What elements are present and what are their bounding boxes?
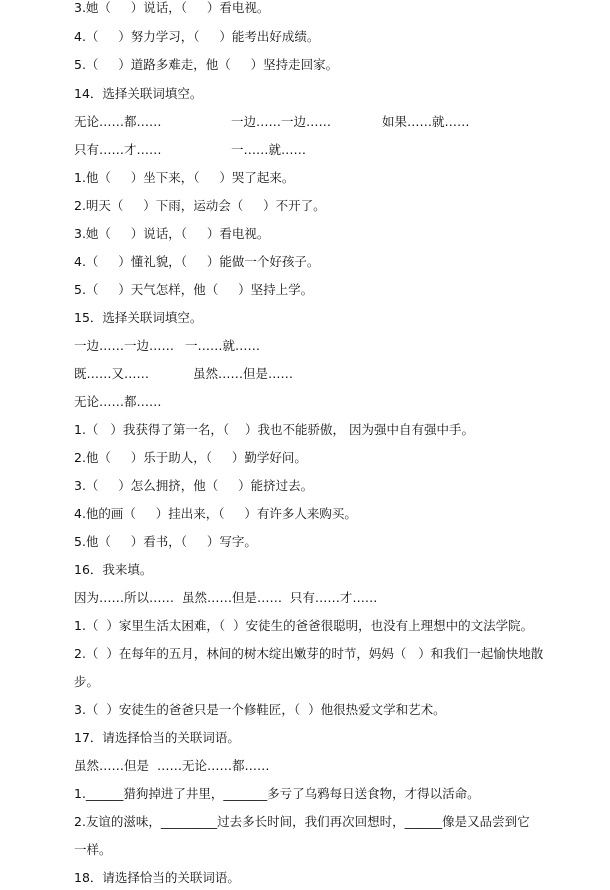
q14-option-wulun: 无论……都…… (74, 114, 162, 129)
q15-item-5: 5.他（ ）看书，（ ）写字。 (74, 534, 257, 549)
q15-item-2: 2.他（ ）乐于助人，（ ）勤学好问。 (74, 450, 307, 465)
q14-option-yibian: 一边……一边…… (231, 114, 332, 129)
q16-item-2: 2.（ ）在每年的五月，林间的树木绽出嫩芽的时节，妈妈（ ）和我们一起愉快地散 (74, 646, 544, 661)
q15-option-yibian: 一边……一边…… (74, 338, 175, 353)
q17-item-2: 2.友谊的滋味，_________过去多长时间，我们再次回想时，______像是又品尝到它 (74, 814, 530, 829)
q13-item-5: 5.（ ）道路多难走，他（ ）坚持走回家。 (74, 57, 339, 72)
q17-heading: 17．请选择恰当的关联词语。 (74, 730, 240, 745)
q17-options: 虽然……但是 ……无论……都…… (74, 758, 270, 773)
q16-heading: 16．我来填。 (74, 562, 153, 577)
q13-item-3: 3.她（ ）说话，（ ）看电视。 (74, 0, 270, 15)
q18-heading: 18．请选择恰当的关联词语。 (74, 870, 240, 885)
q16-item-2-continued: 步。 (74, 674, 100, 689)
q15-heading: 15．选择关联词填空。 (74, 310, 203, 325)
q14-item-1: 1.他（ ）坐下来，（ ）哭了起来。 (74, 170, 295, 185)
q14-item-5: 5.（ ）天气怎样，他（ ）坚持上学。 (74, 282, 314, 297)
q15-option-wulun: 无论……都…… (74, 394, 162, 409)
q15-item-3: 3.（ ）怎么拥挤，他（ ）能挤过去。 (74, 478, 314, 493)
q14-option-yijiu: 一……就…… (231, 142, 307, 157)
q16-item-3: 3.（ ）安徒生的爸爸只是一个修鞋匠，（ ）他很热爱文学和艺术。 (74, 702, 446, 717)
q17-item-1: 1.______猎狗掉进了井里，_______多亏了乌鸦每日送食物，才得以活命。 (74, 786, 480, 801)
q14-item-2: 2.明天（ ）下雨，运动会（ ）不开了。 (74, 198, 326, 213)
q15-item-1: 1.（ ）我获得了第一名，（ ）我也不能骄傲， 因为强中自有强中手。 (74, 422, 474, 437)
q16-item-1: 1.（ ）家里生活太困难，（ ）安徒生的爸爸很聪明，也没有上理想中的文法学院。 (74, 618, 534, 633)
q15-item-4: 4.他的画（ ）挂出来，（ ）有许多人来购买。 (74, 506, 357, 521)
q16-options: 因为……所以…… 虽然……但是…… 只有……才…… (74, 590, 378, 605)
q14-option-ruguo: 如果……就…… (382, 114, 470, 129)
q14-heading: 14．选择关联词填空。 (74, 86, 203, 101)
q14-item-3: 3.她（ ）说话，（ ）看电视。 (74, 226, 270, 241)
q14-item-4: 4.（ ）懂礼貌，（ ）能做一个好孩子。 (74, 254, 320, 269)
q15-option-suiran: 虽然……但是…… (193, 366, 294, 381)
q15-option-yijiu: 一……就…… (185, 338, 261, 353)
q14-option-zhiyou: 只有……才…… (74, 142, 162, 157)
q13-item-4: 4.（ ）努力学习，（ ）能考出好成绩。 (74, 29, 320, 44)
q15-option-ji: 既……又…… (74, 366, 150, 381)
q17-item-2-continued: 一样。 (74, 842, 112, 857)
